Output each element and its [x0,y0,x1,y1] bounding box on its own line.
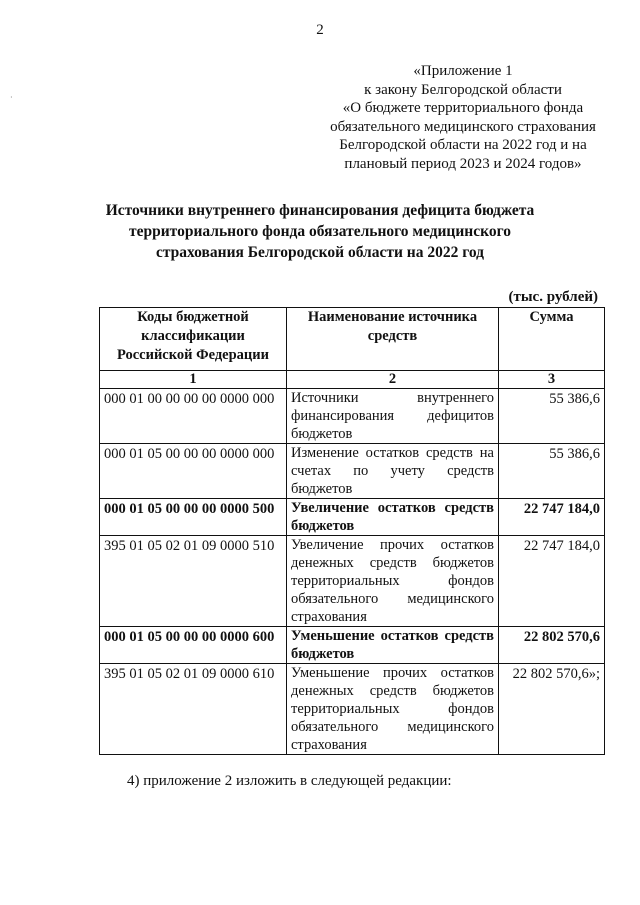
appendix-line: Белгородской области на 2022 год и на [339,137,587,153]
row-amount: 22 747 184,0 [499,499,605,536]
margin-mark: · [10,93,13,102]
appendix-line: обязательного медицинского страхования [330,118,596,135]
table-row [100,389,605,444]
units-label: (тыс. рублей) [508,289,598,305]
row-amount: 22 747 184,0 [499,536,605,627]
row-code: 000 01 00 00 00 00 0000 000 [100,389,287,444]
table-row [100,499,605,536]
row-name: Увеличение остатков средств бюджетов [287,499,499,536]
appendix-line: к закону Белгородской области [364,81,562,98]
row-code: 000 01 05 00 00 00 0000 600 [100,627,287,664]
appendix-line: «О бюджете территориального фонда [342,100,584,116]
table-row [100,536,605,627]
header-amount: Сумма [499,308,605,371]
row-code: 000 01 05 00 00 00 0000 000 [100,444,287,499]
table-row [100,444,605,499]
row-name: Уменьшение прочих остатков денежных средств бюджетов территориальных фондов обязательного медицинского страхования [287,664,499,755]
amendment-note: 4) приложение 2 изложить в следующей редакции: [127,773,452,789]
title-line: Источники внутреннего финансирования дефицита бюджета [105,202,535,219]
appendix-line: плановый период 2023 и 2024 годов» [344,155,582,172]
financing-sources-table [99,307,605,755]
row-name: Увеличение прочих остатков денежных средств бюджетов территориальных фондов обязательного медицинского страхования [287,536,499,627]
header-code: Коды бюджетной классификации Российской Федерации [100,308,287,371]
header-number: 3 [499,371,605,389]
header-name: Наименование источника средств [287,308,499,371]
table-row [100,664,605,755]
title-line: территориального фонда обязательного медицинского [129,223,511,240]
table-row [100,627,605,664]
row-amount: 22 802 570,6 [499,627,605,664]
header-number: 1 [100,371,287,389]
header-number: 2 [287,371,499,389]
row-name: Источники внутреннего финансирования дефицитов бюджетов [287,389,499,444]
row-amount: 55 386,6 [499,389,605,444]
row-amount: 22 802 570,6»; [499,664,605,755]
appendix-line: «Приложение 1 [413,63,513,79]
page-number: 2 [316,22,324,38]
row-name: Изменение остатков средств на счетах по учету средств бюджетов [287,444,499,499]
row-code: 000 01 05 00 00 00 0000 500 [100,499,287,536]
row-amount: 55 386,6 [499,444,605,499]
row-name: Уменьшение остатков средств бюджетов [287,627,499,664]
row-code: 395 01 05 02 01 09 0000 510 [100,536,287,627]
document-title [40,200,600,263]
row-code: 395 01 05 02 01 09 0000 610 [100,664,287,755]
appendix-reference [318,62,608,173]
title-line: страхования Белгородской области на 2022 год [155,244,485,261]
